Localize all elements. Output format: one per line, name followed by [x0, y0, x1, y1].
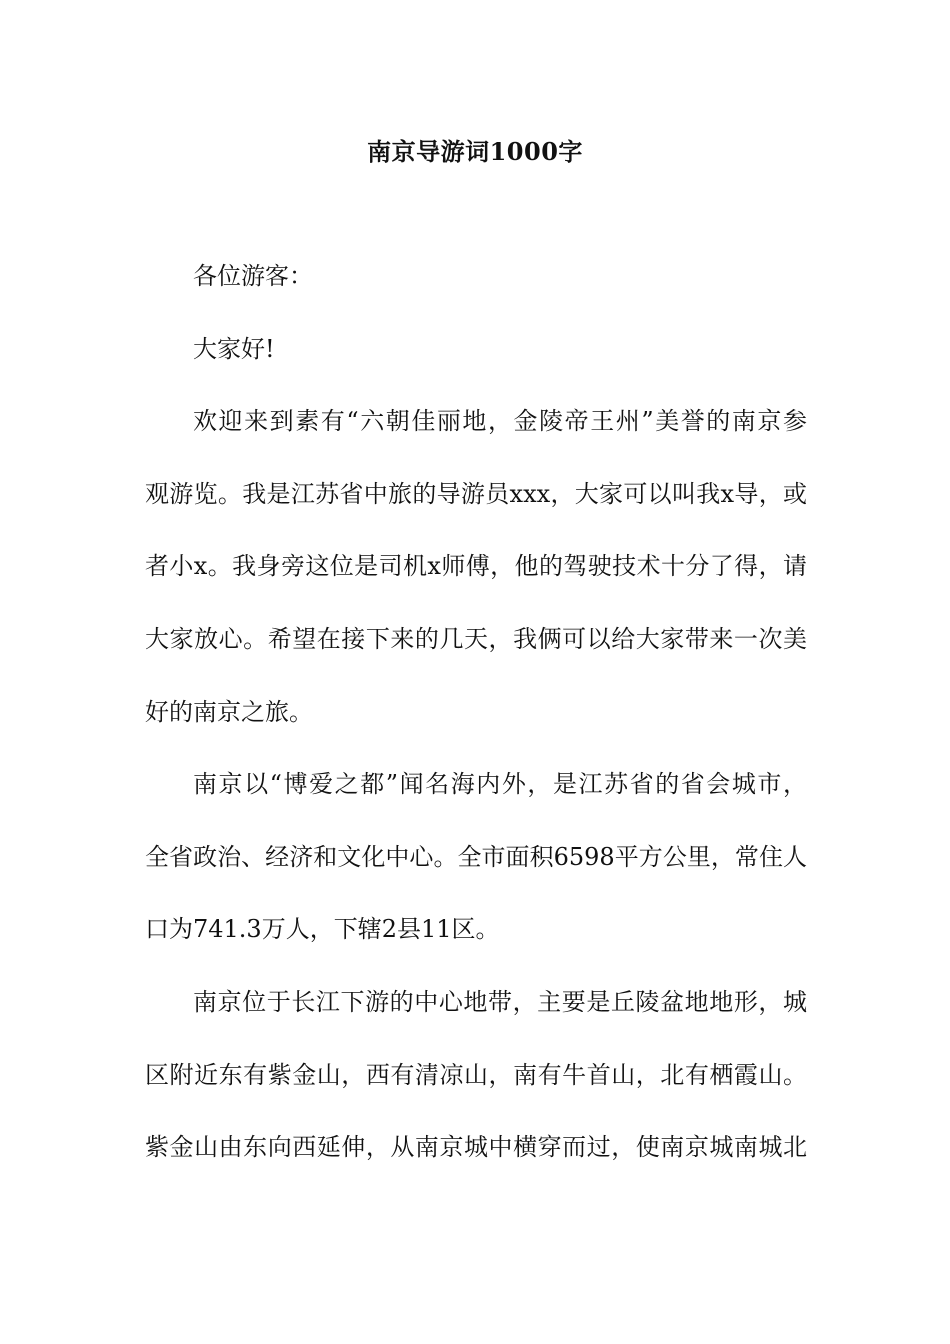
paragraph-line: 好的南京之旅。: [145, 697, 313, 726]
paragraph-line: 者小x。我身旁这位是司机x师傅，他的驾驶技术十分了得，请: [145, 552, 807, 581]
paragraph-line: 大家放心。希望在接下来的几天，我俩可以给大家带来一次美: [145, 624, 807, 653]
paragraph-line: 区附近东有紫金山，西有清凉山，南有牛首山，北有栖霞山。: [145, 1060, 807, 1089]
paragraph-line: 全省政治、经济和文化中心。全市面积6598平方公里，常住人: [145, 842, 807, 871]
paragraph-line: 南京位于长江下游的中心地带，主要是丘陵盆地地形，城: [193, 987, 807, 1016]
paragraph-line: 观游览。我是江苏省中旅的导游员xxx，大家可以叫我x导，或: [145, 479, 807, 508]
paragraph-line: 南京以“博爱之都”闻名海内外，是江苏省的省会城市，: [193, 770, 807, 799]
salutation-line: 各位游客：: [193, 262, 313, 290]
greeting-line: 大家好!: [193, 334, 275, 363]
document-body: [145, 258, 807, 1202]
paragraph-line: 欢迎来到素有“六朝佳丽地，金陵帝王州”美誉的南京参: [193, 407, 807, 436]
paragraph-line: 口为741.3万人，下辖2县11区。: [145, 915, 500, 944]
document-title: 南京导游词1000字: [367, 137, 583, 166]
paragraph-line: 紫金山由东向西延伸，从南京城中横穿而过，使南京城南城北: [145, 1133, 807, 1162]
